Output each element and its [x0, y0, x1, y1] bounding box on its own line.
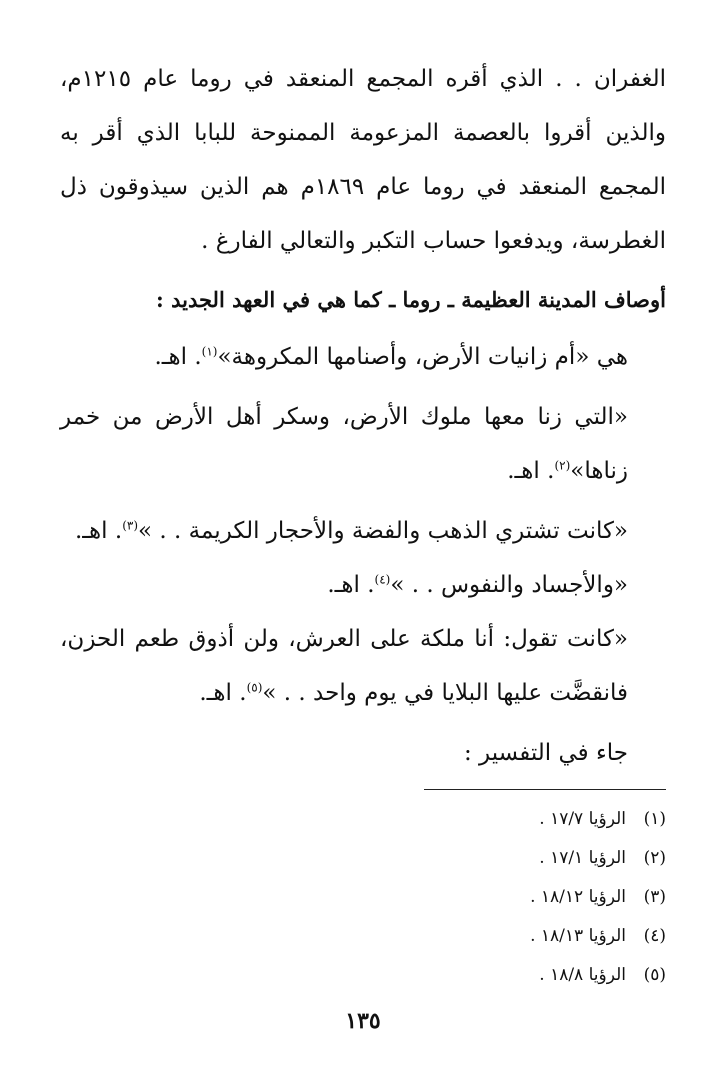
footnote-ref-3: (٣) — [122, 518, 139, 533]
quote-3-text: «كانت تشتري الذهب والفضة والأحجار الكريمة . . » — [138, 518, 628, 544]
page-number: ١٣٥ — [345, 1008, 381, 1034]
footnote-number: (٤) — [643, 926, 666, 946]
quote-4-text: «والأجساد والنفوس . . » — [390, 572, 628, 598]
quote-1 — [60, 330, 666, 384]
quote-4 — [60, 558, 666, 612]
footnote-text: الرؤيا ١٧/١ . — [539, 848, 626, 868]
footnote-5 — [60, 956, 666, 995]
quote-1-text: هي «أم زانيات الأرض، وأصنامها المكروهة» — [217, 344, 628, 370]
footnote-text: الرؤيا ١٨/١٣ . — [530, 926, 626, 946]
footnote-text: الرؤيا ١٨/٨ . — [539, 965, 626, 985]
quote-3-tail: . اهـ. — [75, 518, 123, 544]
footnote-3 — [60, 878, 666, 917]
quote-5-tail: . اهـ. — [199, 680, 247, 706]
footnote-4 — [60, 917, 666, 956]
paragraph-1: الغفران . . الذي أقره المجمع المنعقد في روما عام ١٢١٥م، والذين أقروا بالعصمة المزعومة الممنوحة للبابا الذي أقر به المجمع المنعقد في روما عام ١٨٦٩م هم الذين سيذوقون ذل الغطرسة، ويدفعوا حساب التكبر والتعالي الفارغ . — [60, 66, 666, 254]
footnote-ref-4: (٤) — [374, 572, 391, 587]
footnote-ref-5: (٥) — [246, 680, 263, 695]
quote-4-tail: . اهـ. — [327, 572, 375, 598]
footnote-text: الرؤيا ١٧/٧ . — [539, 809, 626, 829]
main-text — [60, 52, 666, 780]
quote-2-text: «التي زنا معها ملوك الأرض، وسكر أهل الأرض من خمر زناها» — [60, 404, 628, 484]
footnote-number: (١) — [643, 809, 666, 829]
footnote-1 — [60, 800, 666, 839]
quote-2 — [60, 390, 666, 498]
footnote-number: (٣) — [643, 887, 666, 907]
quote-2-tail: . اهـ. — [507, 458, 555, 484]
quote-3 — [60, 504, 666, 558]
footnote-number: (٥) — [643, 965, 666, 985]
footnotes — [60, 800, 666, 995]
closing-line: جاء في التفسير : — [463, 740, 628, 766]
footnote-number: (٢) — [643, 848, 666, 868]
quote-5-text: «كانت تقول: أنا ملكة على العرش، ولن أذوق طعم الحزن، فانقضَّت عليها البلايا في يوم واحد . . » — [60, 626, 628, 706]
footnote-ref-2: (٢) — [554, 458, 571, 473]
footnote-ref-1: (١) — [201, 344, 218, 359]
footnote-separator — [424, 789, 666, 790]
footnote-2 — [60, 839, 666, 878]
section-heading: أوصاف المدينة العظيمة ـ روما ـ كما هي في العهد الجديد : — [156, 287, 666, 312]
quote-1-tail: . اهـ. — [154, 344, 202, 370]
footnote-text: الرؤيا ١٨/١٢ . — [530, 887, 626, 907]
quote-5 — [60, 612, 666, 720]
